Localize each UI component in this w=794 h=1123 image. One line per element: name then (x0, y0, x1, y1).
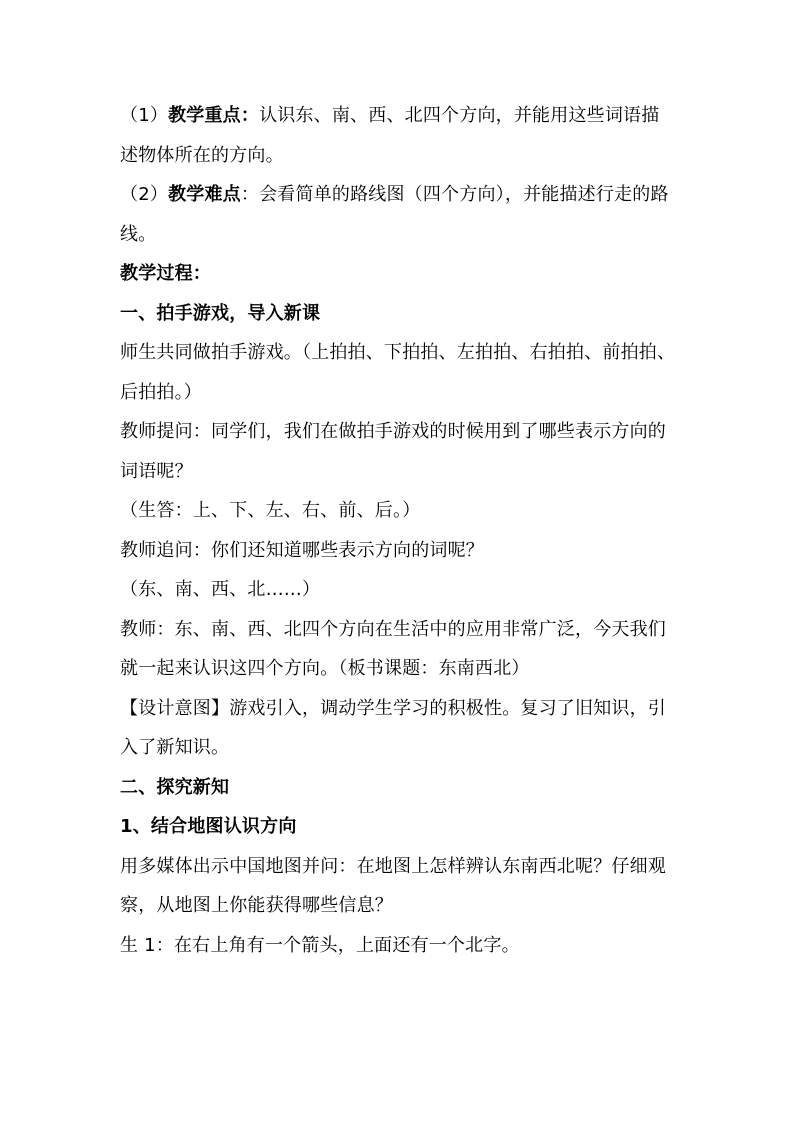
paragraph-line (120, 412, 700, 452)
paragraph-line (120, 926, 700, 966)
section-heading-game (120, 294, 700, 334)
paragraph-line (120, 886, 700, 926)
key-point-heading: 教学重点： (168, 105, 260, 126)
paragraph-text: 后拍拍。） (120, 381, 202, 403)
paragraph-line (120, 847, 700, 887)
difficulty-continuation (120, 215, 700, 255)
paragraph-line (120, 689, 700, 729)
paragraph-text: 教师提问：同学们，我们在做拍手游戏的时候用到了哪些表示方向的 (120, 421, 666, 442)
paragraph-line (120, 570, 700, 610)
section-heading-process (120, 254, 700, 294)
paragraph-line (120, 333, 700, 373)
paragraph-text: 线。 (120, 223, 157, 245)
paragraph-line (120, 373, 700, 413)
key-point-continuation (120, 136, 700, 176)
difficulty-heading: 教学难点 (168, 184, 241, 205)
paragraph-text: 述物体所在的方向。 (120, 144, 284, 166)
paragraph-text: 师生共同做拍手游戏。（上拍拍、下拍拍、左拍拍、右拍拍、前拍拍、 (120, 342, 676, 363)
key-point-line (120, 96, 700, 136)
key-point-number: （1） (120, 105, 169, 126)
paragraph-text: 【设计意图】游戏引入，调动学生学习的积极性。复习了旧知识，引 (120, 697, 666, 719)
paragraph-text: （东、南、西、北……） (120, 579, 321, 600)
heading-text: 二、探究新知 (120, 776, 230, 798)
paragraph-text: 教师追问：你们还知道哪些表示方向的词呢？ (120, 539, 484, 561)
paragraph-line (120, 491, 700, 531)
difficulty-number: （2） (120, 184, 169, 205)
paragraph-text: 入了新知识。 (120, 737, 230, 758)
paragraph-text: 就一起来认识这四个方向。（板书课题：东南西北） (120, 658, 530, 679)
difficulty-line (120, 175, 700, 215)
paragraph-line (120, 531, 700, 571)
paragraph-text: 词语呢？ (120, 460, 193, 482)
paragraph-text: 教师：东、南、西、北四个方向在生活中的应用非常广泛，今天我们 (120, 618, 666, 640)
paragraph-line (120, 649, 700, 689)
subsection-heading-map (120, 807, 700, 847)
paragraph-text: 用多媒体出示中国地图并问：在地图上怎样辨认东南西北呢？仔细观 (120, 855, 666, 877)
paragraph-text: （生答：上、下、左、右、前、后。） (120, 500, 421, 521)
paragraph-line (120, 728, 700, 768)
heading-text: 一、拍手游戏，导入新课 (120, 302, 321, 324)
paragraph-text: 生 1：在右上角有一个箭头，上面还有一个北字。 (120, 934, 520, 956)
paragraph-line (120, 610, 700, 650)
difficulty-text: ：会看简单的路线图（四个方向），并能描述行走的路 (240, 184, 669, 205)
paragraph-text: 察，从地图上你能获得哪些信息？ (120, 895, 393, 916)
document-body (120, 96, 700, 965)
key-point-text: 认识东、南、西、北四个方向，并能用这些词语描 (259, 105, 660, 126)
paragraph-line (120, 452, 700, 492)
heading-text: 教学过程： (120, 263, 211, 284)
heading-text: 1、结合地图认识方向 (120, 816, 297, 837)
section-heading-explore (120, 768, 700, 808)
